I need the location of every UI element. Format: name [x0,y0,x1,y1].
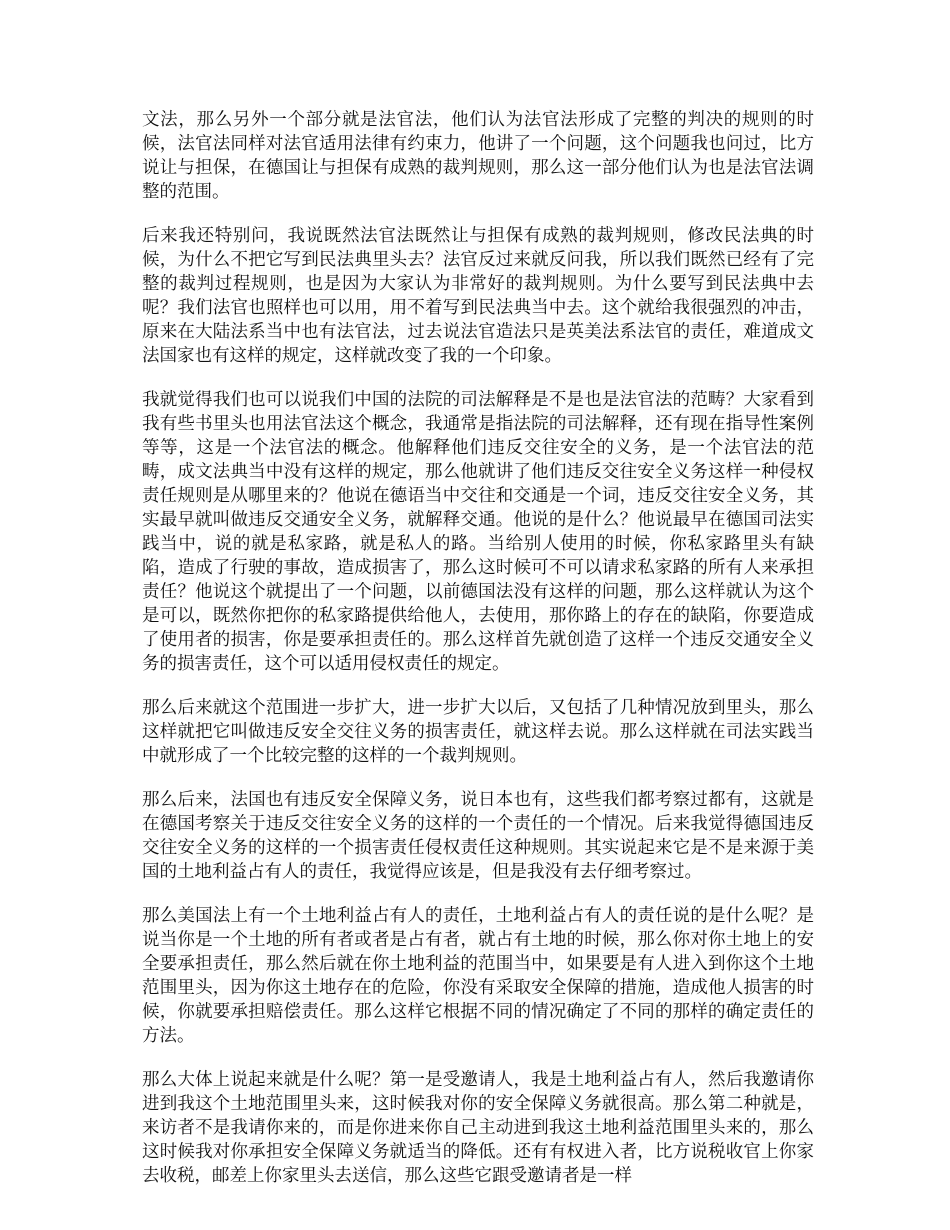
paragraph: 那么后来，法国也有违反安全保障义务，说日本也有，这些我们都考察过都有，这就是在德国考察关于违反交往安全义务的这样的一个责任的一个情况。后来我觉得德国违反交往安全义务的这样的一个损害责任侵权责任这种规则。其实说起来它是不是来源于美国的土地利益占有人的责任，我觉得应该是，但是我没有去仔细考察过。 [142,790,814,882]
paragraph: 文法，那么另外一个部分就是法官法，他们认为法官法形成了完整的判决的规则的时候，法官法同样对法官适用法律有约束力，他讲了一个问题，这个问题我也问过，比方说让与担保，在德国让与担保有成熟的裁判规则，那么这一部分他们认为也是法官法调整的范围。 [142,110,814,202]
paragraph: 那么美国法上有一个土地利益占有人的责任，土地利益占有人的责任说的是什么呢？是说当你是一个土地的所有者或者是占有者，就占有土地的时候，那么你对你土地上的安全要承担责任，那么然后就在你土地利益的范围当中，如果要是有人进入到你这个土地范围里头，因为你这土地存在的危险，你没有采取安全保障的措施，造成他人损害的时候，你就要承担赔偿责任。那么这样它根据不同的情况确定了不同的那样的确定责任的方法。 [142,906,814,1046]
paragraph: 那么大体上说起来就是什么呢？第一是受邀请人，我是土地利益占有人，然后我邀请你进到我这个土地范围里头来，这时候我对你的安全保障义务就很高。那么第二种就是，来访者不是我请你来的，而是你进来你自己主动进到我这土地利益范围里头来的，那么这时候我对你承担安全保障义务就适当的降低。还有有权进入者，比方说税收官上你家去收税，邮差上你家里头去送信，那么这些它跟受邀请者是一样 [142,1070,814,1186]
document-body [142,108,814,1208]
paragraph: 那么后来就这个范围进一步扩大，进一步扩大以后，又包括了几种情况放到里头，那么这样就把它叫做违反安全交往义务的损害责任，就这样去说。那么这样就在司法实践当中就形成了一个比较完整的这样的一个裁判规则。 [142,698,814,766]
paragraph: 后来我还特别问，我说既然法官法既然让与担保有成熟的裁判规则，修改民法典的时候，为什么不把它写到民法典里头去？法官反过来就反问我，所以我们既然已经有了完整的裁判过程规则，也是因为大家认为非常好的裁判规则。为什么要写到民法典中去呢？我们法官也照样也可以用，用不着写到民法典当中去。这个就给我很强烈的冲击，原来在大陆法系当中也有法官法，过去说法官造法只是英美法系法官的责任，难道成文法国家也有这样的规定，这样就改变了我的一个印象。 [142,226,814,366]
paragraph: 我就觉得我们也可以说我们中国的法院的司法解释是不是也是法官法的范畴？大家看到我有些书里头也用法官法这个概念，我通常是指法院的司法解释，还有现在指导性案例等等，这是一个法官法的概念。他解释他们违反交往安全的义务，是一个法官法的范畴，成文法典当中没有这样的规定，那么他就讲了他们违反交往安全义务这样一种侵权责任规则是从哪里来的？他说在德语当中交往和交通是一个词，违反交往安全义务，其实最早就叫做违反交通安全义务，就解释交通。他说的是什么？他说最早在德国司法实践当中，说的就是私家路，就是私人的路。当给别人使用的时候，你私家路里头有缺陷，造成了行驶的事故，造成损害了，那么这时候可不可以请求私家路的所有人来承担责任？他说这个就提出了一个问题，以前德国法没有这样的问题，那么这样就认为这个是可以，既然你把你的私家路提供给他人，去使用，那你路上的存在的缺陷，你要造成了使用者的损害，你是要承担责任的。那么这样首先就创造了这样一个违反交通安全义务的损害责任，这个可以适用侵权责任的规定。 [142,390,814,674]
